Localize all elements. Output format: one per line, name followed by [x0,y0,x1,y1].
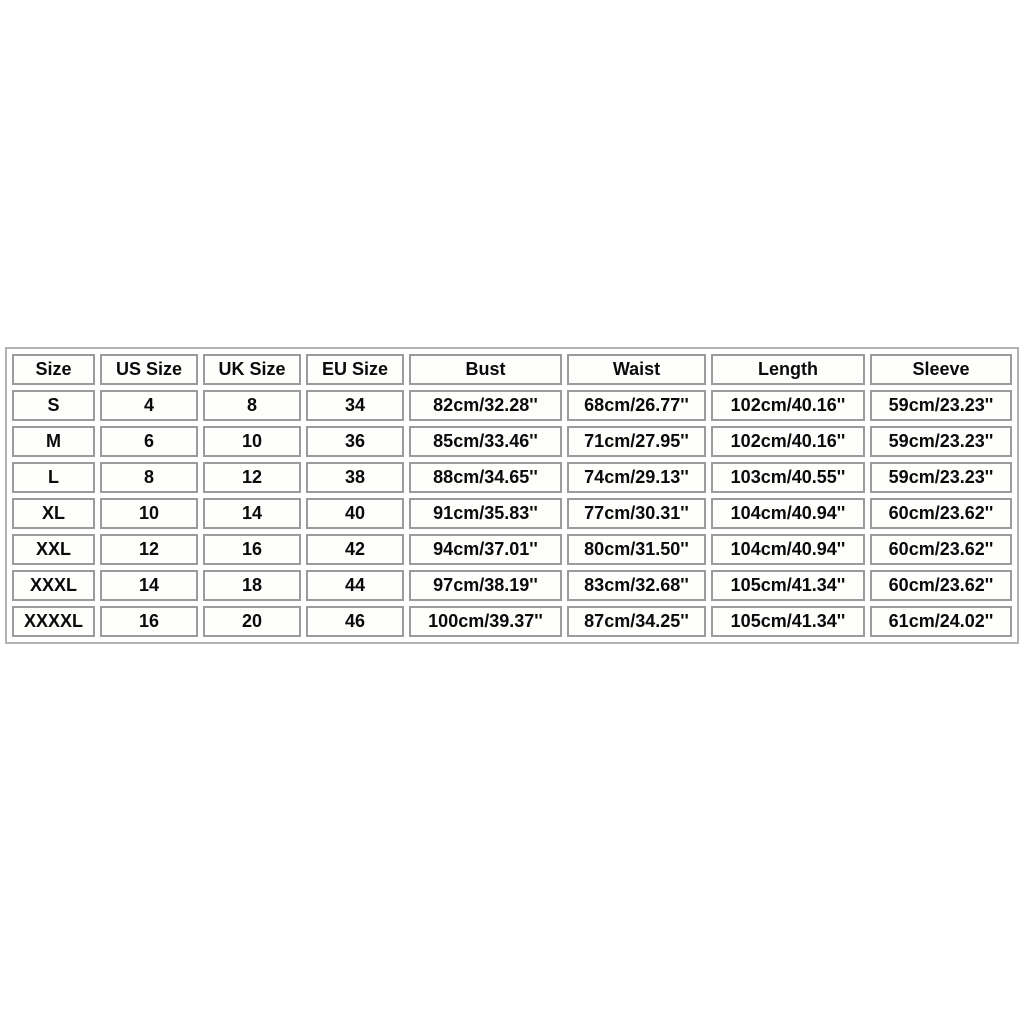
cell-waist: 83cm/32.68'' [567,570,706,601]
cell-uk-size: 18 [203,570,301,601]
table-row-xxl [12,534,1012,565]
table-row-m [12,426,1012,457]
cell-us-size: 4 [100,390,198,421]
cell-size-label: XXXXL [12,606,95,637]
cell-eu-size: 42 [306,534,404,565]
cell-length: 105cm/41.34'' [711,570,865,601]
cell-us-size: 16 [100,606,198,637]
size-chart [5,347,1019,644]
cell-length: 104cm/40.94'' [711,498,865,529]
cell-size-label: XL [12,498,95,529]
cell-length: 105cm/41.34'' [711,606,865,637]
column-header-us-size: US Size [100,354,198,385]
cell-bust: 91cm/35.83'' [409,498,562,529]
cell-uk-size: 8 [203,390,301,421]
cell-sleeve: 61cm/24.02'' [870,606,1012,637]
cell-us-size: 14 [100,570,198,601]
cell-uk-size: 16 [203,534,301,565]
cell-uk-size: 20 [203,606,301,637]
column-header-eu-size: EU Size [306,354,404,385]
cell-length: 102cm/40.16'' [711,426,865,457]
cell-eu-size: 44 [306,570,404,601]
cell-waist: 71cm/27.95'' [567,426,706,457]
table-row-l [12,462,1012,493]
cell-waist: 68cm/26.77'' [567,390,706,421]
table-row-xxxxl [12,606,1012,637]
cell-us-size: 8 [100,462,198,493]
cell-size-label: M [12,426,95,457]
cell-eu-size: 34 [306,390,404,421]
cell-sleeve: 59cm/23.23'' [870,426,1012,457]
column-header-bust: Bust [409,354,562,385]
cell-sleeve: 59cm/23.23'' [870,390,1012,421]
cell-sleeve: 59cm/23.23'' [870,462,1012,493]
cell-size-label: L [12,462,95,493]
table-row-s [12,390,1012,421]
column-header-length: Length [711,354,865,385]
cell-bust: 97cm/38.19'' [409,570,562,601]
cell-length: 102cm/40.16'' [711,390,865,421]
header-row [12,354,1012,385]
cell-waist: 77cm/30.31'' [567,498,706,529]
cell-eu-size: 38 [306,462,404,493]
column-header-uk-size: UK Size [203,354,301,385]
cell-waist: 74cm/29.13'' [567,462,706,493]
cell-eu-size: 46 [306,606,404,637]
cell-bust: 100cm/39.37'' [409,606,562,637]
cell-uk-size: 12 [203,462,301,493]
cell-bust: 82cm/32.28'' [409,390,562,421]
cell-bust: 94cm/37.01'' [409,534,562,565]
cell-length: 104cm/40.94'' [711,534,865,565]
cell-sleeve: 60cm/23.62'' [870,534,1012,565]
cell-size-label: S [12,390,95,421]
cell-sleeve: 60cm/23.62'' [870,570,1012,601]
cell-waist: 80cm/31.50'' [567,534,706,565]
cell-bust: 88cm/34.65'' [409,462,562,493]
table-row-xl [12,498,1012,529]
cell-us-size: 12 [100,534,198,565]
cell-size-label: XXL [12,534,95,565]
cell-uk-size: 14 [203,498,301,529]
cell-eu-size: 40 [306,498,404,529]
column-header-size: Size [12,354,95,385]
cell-size-label: XXXL [12,570,95,601]
cell-length: 103cm/40.55'' [711,462,865,493]
cell-us-size: 10 [100,498,198,529]
cell-uk-size: 10 [203,426,301,457]
column-header-sleeve: Sleeve [870,354,1012,385]
table-row-xxxl [12,570,1012,601]
size-chart-table [5,347,1019,644]
cell-bust: 85cm/33.46'' [409,426,562,457]
cell-us-size: 6 [100,426,198,457]
cell-sleeve: 60cm/23.62'' [870,498,1012,529]
cell-waist: 87cm/34.25'' [567,606,706,637]
cell-eu-size: 36 [306,426,404,457]
column-header-waist: Waist [567,354,706,385]
